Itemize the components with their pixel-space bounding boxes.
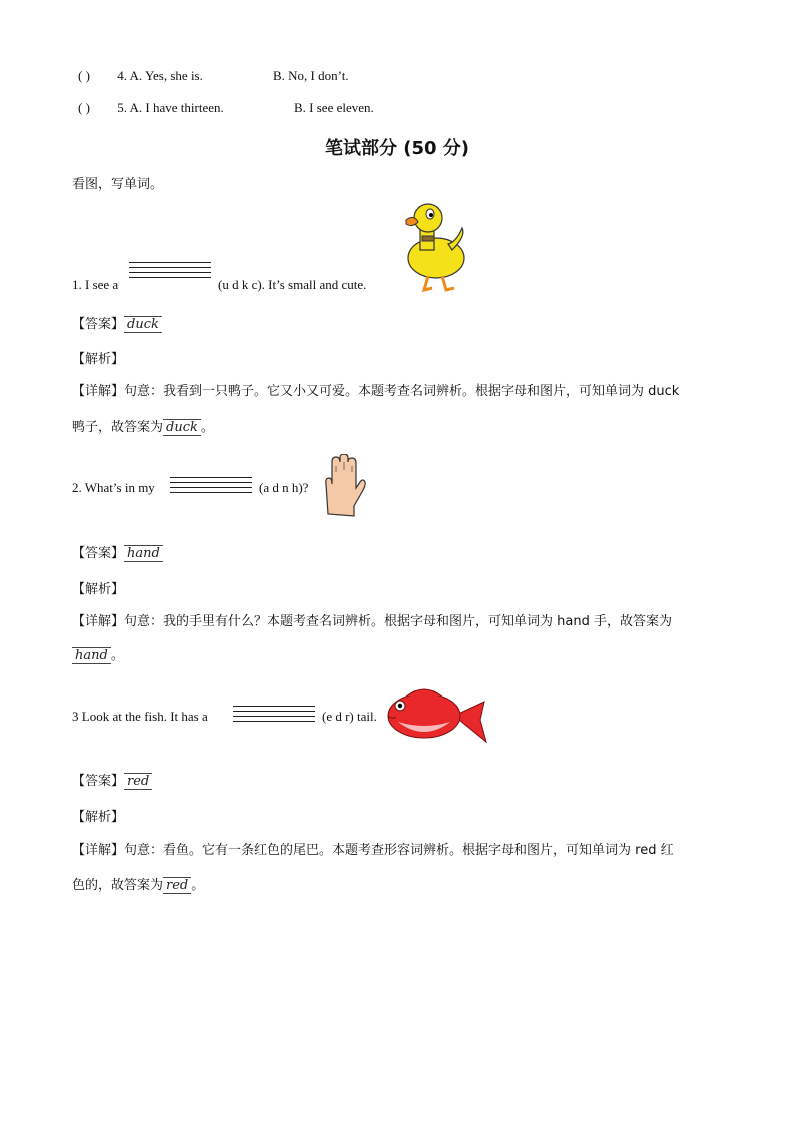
q3-detail-line1: 【详解】句意：看鱼。它有一条红色的尾巴。本题考查形容词辨析。根据字母和图片，可知单词为 red 红 xyxy=(72,843,674,858)
q2-answer: hand xyxy=(124,545,163,562)
q2-text-before: 2. What’s in my xyxy=(72,480,155,495)
listening-q5-b: B. I see eleven. xyxy=(294,100,374,115)
q3-analysis-label: 【解析】 xyxy=(72,810,125,825)
q3-detail-answer: red xyxy=(163,877,191,894)
q1-detail-line2: 鸭子，故答案为 duck 。 xyxy=(72,420,214,435)
q1-text-before: 1. I see a xyxy=(72,277,119,292)
q1-hint: (u d k c). It’s small and cute. xyxy=(218,277,367,292)
q1-analysis-label: 【解析】 xyxy=(72,352,125,367)
q2-detail-line1: 【详解】句意：我的手里有什么？本题考查名词辨析。根据字母和图片，可知单词为 hand 手，故答案为 xyxy=(72,614,672,629)
section-title: 笔试部分 (50 分) xyxy=(324,138,470,159)
q3-text-before: 3 Look at the fish. It has a xyxy=(72,709,208,724)
instruction: 看图，写单词。 xyxy=(72,177,164,192)
q1-detail-line1: 【详解】句意：我看到一只鸭子。它又小又可爱。本题考查名词辨析。根据字母和图片，可知单词为 duck xyxy=(72,384,680,399)
listening-q4-b: B. No, I don’t. xyxy=(273,68,349,83)
fish-image xyxy=(384,684,488,750)
q1-answer: duck xyxy=(124,316,162,333)
q2-answer-row: 【答案】 hand xyxy=(72,542,163,562)
listening-q4: ( ) 4. A. Yes, she is. xyxy=(78,68,203,83)
q1-detail-answer: duck xyxy=(163,419,201,436)
q1-writing-lines xyxy=(129,262,211,286)
q2-analysis-label: 【解析】 xyxy=(72,582,125,597)
q3-detail-line2: 色的，故答案为 red 。 xyxy=(72,878,205,893)
hand-image xyxy=(320,454,366,520)
duck-image xyxy=(400,200,470,292)
q3-writing-lines xyxy=(233,706,315,730)
listening-q5: ( ) 5. A. I have thirteen. xyxy=(78,100,224,115)
q2-writing-lines xyxy=(170,477,252,501)
q3-answer-row: 【答案】 red xyxy=(72,770,152,790)
q2-detail-answer: hand xyxy=(72,647,111,664)
q3-answer: red xyxy=(124,773,152,790)
q3-hint: (e d r) tail. xyxy=(322,709,377,724)
q2-hint: (a d n h)? xyxy=(259,480,309,495)
q1-answer-row: 【答案】 duck xyxy=(72,313,162,333)
q2-detail-line2: hand 。 xyxy=(72,644,124,664)
